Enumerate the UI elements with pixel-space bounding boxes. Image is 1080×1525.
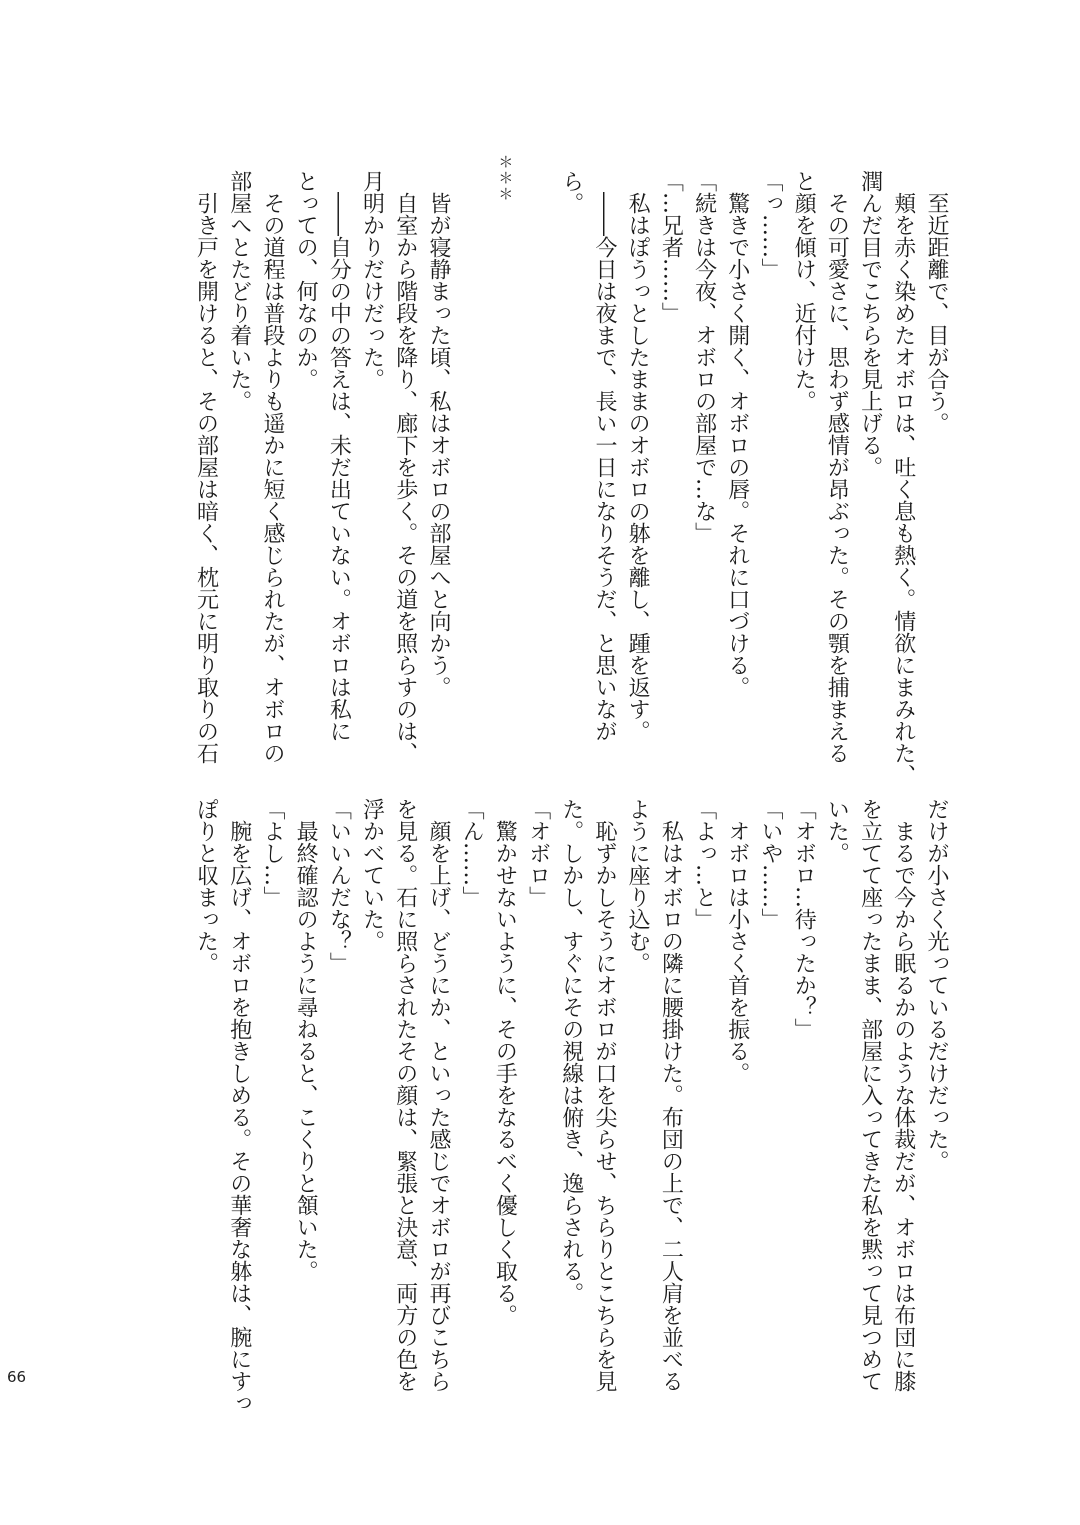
text-column: だけが小さく光っているだけだった。 [924,798,949,1172]
text-column: ぽりと収まった。 [193,798,219,974]
text-column: 月明かりだけだった。 [359,170,385,390]
text-column: とっての、何なのか。 [293,170,319,390]
page-number: 66 [7,1368,27,1386]
text-column: 腕を広げ、オボロを抱きしめる。その華奢な躰は、腕にすっ [226,798,252,1414]
text-column: 引き戸を開けると、その部屋は暗く、枕元に明り取りの石 [193,170,219,764]
text-column: ら。 [558,170,584,214]
text-column: 「オボロ…待ったか？」 [791,798,817,1040]
text-column: ――自分の中の答えは、未だ出ていない。オボロは私に [326,170,352,742]
text-column: 「よし…」 [259,798,285,908]
text-column: 浮かべていた。 [359,798,385,952]
text-column: 「よっ…と」 [691,798,717,930]
text-column: 私はぽうっとしたままのオボロの躰を離し、踵を返す。 [625,170,651,742]
scene-break: ＊＊＊ [496,154,515,202]
text-column: オボロは小さく首を振る。 [724,798,750,1084]
text-column: 至近距離で、目が合う。 [924,170,949,434]
text-column: 自室から階段を降り、廊下を歩く。その道を照らすのは、 [392,170,418,764]
text-column: 部屋へとたどり着いた。 [226,170,252,412]
text-column: た。しかし、すぐにその視線は俯き、逸らされる。 [558,798,584,1304]
text-column: 私はオボロの隣に腰掛けた。布団の上で、二人肩を並べる [658,798,684,1392]
text-column [521,170,554,770]
text-column: 頬を赤く染めたオボロは、吐く息も熱く。情欲にまみれた、 [890,170,916,786]
text-column: 「…兄者……」 [658,170,684,324]
text-column: ――今日は夜まで、長い一日になりそうだ、と思いなが [591,170,617,742]
text-column: 最終確認のように尋ねると、こくりと頷いた。 [293,798,319,1282]
text-column: いた。 [824,798,850,864]
text-column: ように座り込む。 [625,798,651,974]
text-column: 「っ……」 [757,170,783,280]
text-column: 「オボロ」 [525,798,551,908]
text-column: 驚かせないように、その手をなるべく優しく取る。 [492,798,518,1326]
text-block-upper [189,154,953,786]
text-block-lower [189,798,953,1414]
text-column: 潤んだ目でこちらを見上げる。 [857,170,883,478]
text-column: その可愛さに、思わず感情が昂ぶった。その顎を捕まえる [824,170,850,764]
text-column: その道程は普段よりも遥かに短く感じられたが、オボロの [259,170,285,764]
text-column: を立てて座ったまま、部屋に入ってきた私を黙って見つめて [857,798,883,1392]
text-column: 「いいんだな？」 [326,798,352,974]
text-column: 驚きで小さく開く、オボロの唇。それに口づける。 [724,170,750,698]
text-column: まるで今から眠るかのような体裁だが、オボロは布団に膝 [890,798,916,1392]
text-column: 顔を上げ、どうにか、といった感じでオボロが再びこちら [425,798,451,1392]
text-column: 恥ずかしそうにオボロが口を尖らせ、ちらりとこちらを見 [591,798,617,1392]
text-column: を見る。石に照らされたその顔は、緊張と決意、両方の色を [392,798,418,1392]
text-column: と顔を傾け、近付けた。 [791,170,817,412]
text-column: 「ん……」 [459,798,485,908]
text-column: 皆が寝静まった頃、私はオボロの部屋へと向かう。 [425,170,451,698]
text-column: 「続きは今夜、オボロの部屋で…な」 [691,170,717,544]
text-column [455,170,488,770]
text-column: 「いや……」 [757,798,783,930]
